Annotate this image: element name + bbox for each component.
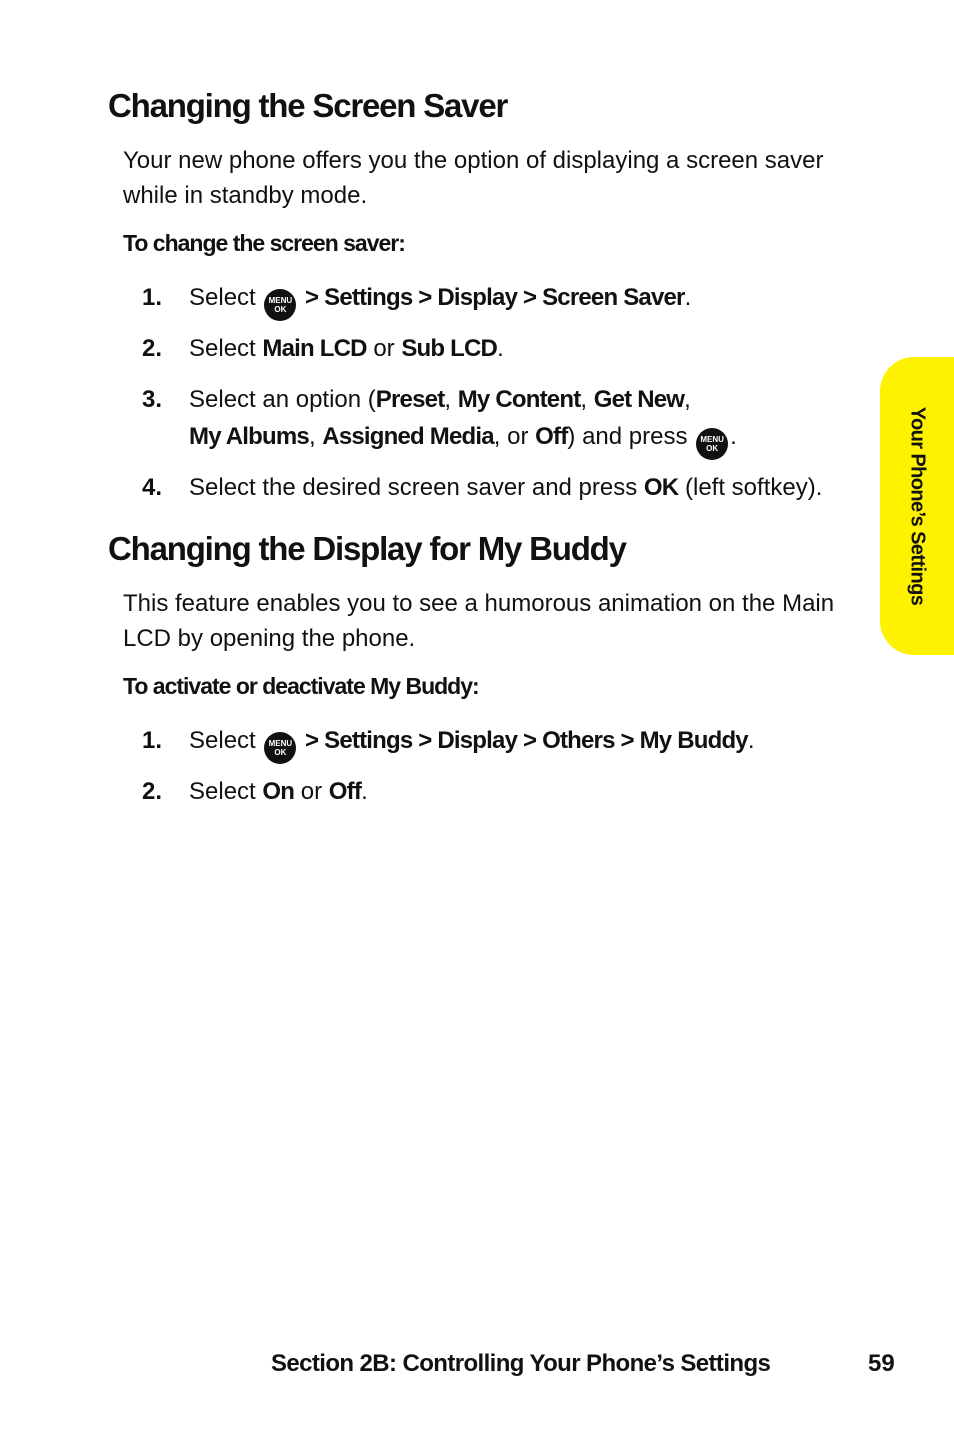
step-number: 1. [142,727,163,754]
section-intro-my-buddy: This feature enables you to see a humorous animation on the Main LCD by opening the phone. [123,590,835,652]
menu-ok-key-icon: MENU OK [696,428,728,460]
step-text: Select [189,778,256,805]
step-number: 4. [142,474,163,501]
section-intro-screen-saver: Your new phone offers you the option of displaying a screen saver while in standby mode. [123,147,824,209]
step-punct: . [497,335,504,362]
step-4-screen-saver [142,469,872,506]
procedure-label-screen-saver: To change the screen saver: [123,230,405,256]
step-punct: . [730,423,737,450]
step-punct: . [361,778,368,805]
step-punct: . [684,284,692,311]
option-preset: Preset [375,386,445,413]
step-1-screen-saver [142,279,872,321]
procedure-label-my-buddy: To activate or deactivate My Buddy: [123,673,479,699]
step-text: or [373,335,395,362]
step-1-my-buddy [142,722,872,764]
page-number: 59 [868,1350,895,1377]
footer-section-title: Section 2B: Controlling Your Phone’s Settings [271,1350,771,1377]
step-3-screen-saver: 3. Select an option (Preset, My Content, Get New, My Albums, Assigned Media, or Off) and press MENU OK . [142,381,872,460]
menu-ok-key-icon: MENU OK [264,732,296,764]
option-on: On [262,778,295,805]
section-heading-screen-saver: Changing the Screen Saver [108,87,508,124]
step-number: 2. [142,335,163,362]
step-number: 2. [142,778,163,805]
step-number: 1. [142,284,163,311]
step-text: Select [189,335,256,362]
step-text: ) and press [567,423,688,450]
option-my-content: My Content [457,386,581,413]
section-heading-my-buddy: Changing the Display for My Buddy [108,530,626,567]
step-text: , or [493,423,529,450]
menu-path: > Settings > Display > Screen Saver [305,284,685,311]
menu-path: > Settings > Display > Others > My Buddy [305,727,748,754]
option-assigned-media: Assigned Media [322,423,494,450]
step-text: Select [189,284,256,311]
step-text: Select the desired screen saver and press [189,474,638,501]
chapter-tab-label: Your Phone’s Settings [906,406,929,606]
option-my-albums: My Albums [189,423,309,450]
option-off: Off [535,423,568,450]
step-text: or [300,778,323,805]
step-text: Select an option ( [189,386,376,413]
option-get-new: Get New [593,386,685,413]
step-text: (left softkey). [685,474,823,501]
ok-key-label: OK [643,474,679,501]
step-number: 3. [142,386,163,413]
step-punct: . [747,727,755,754]
option-main-lcd: Main LCD [262,335,367,362]
menu-ok-key-icon: MENU OK [264,289,296,321]
chapter-side-tab [880,357,954,655]
option-off: Off [328,778,362,805]
step-2-screen-saver [142,330,872,367]
option-sub-lcd: Sub LCD [401,335,498,362]
step-2-my-buddy [142,773,872,810]
step-text: Select [189,727,256,754]
